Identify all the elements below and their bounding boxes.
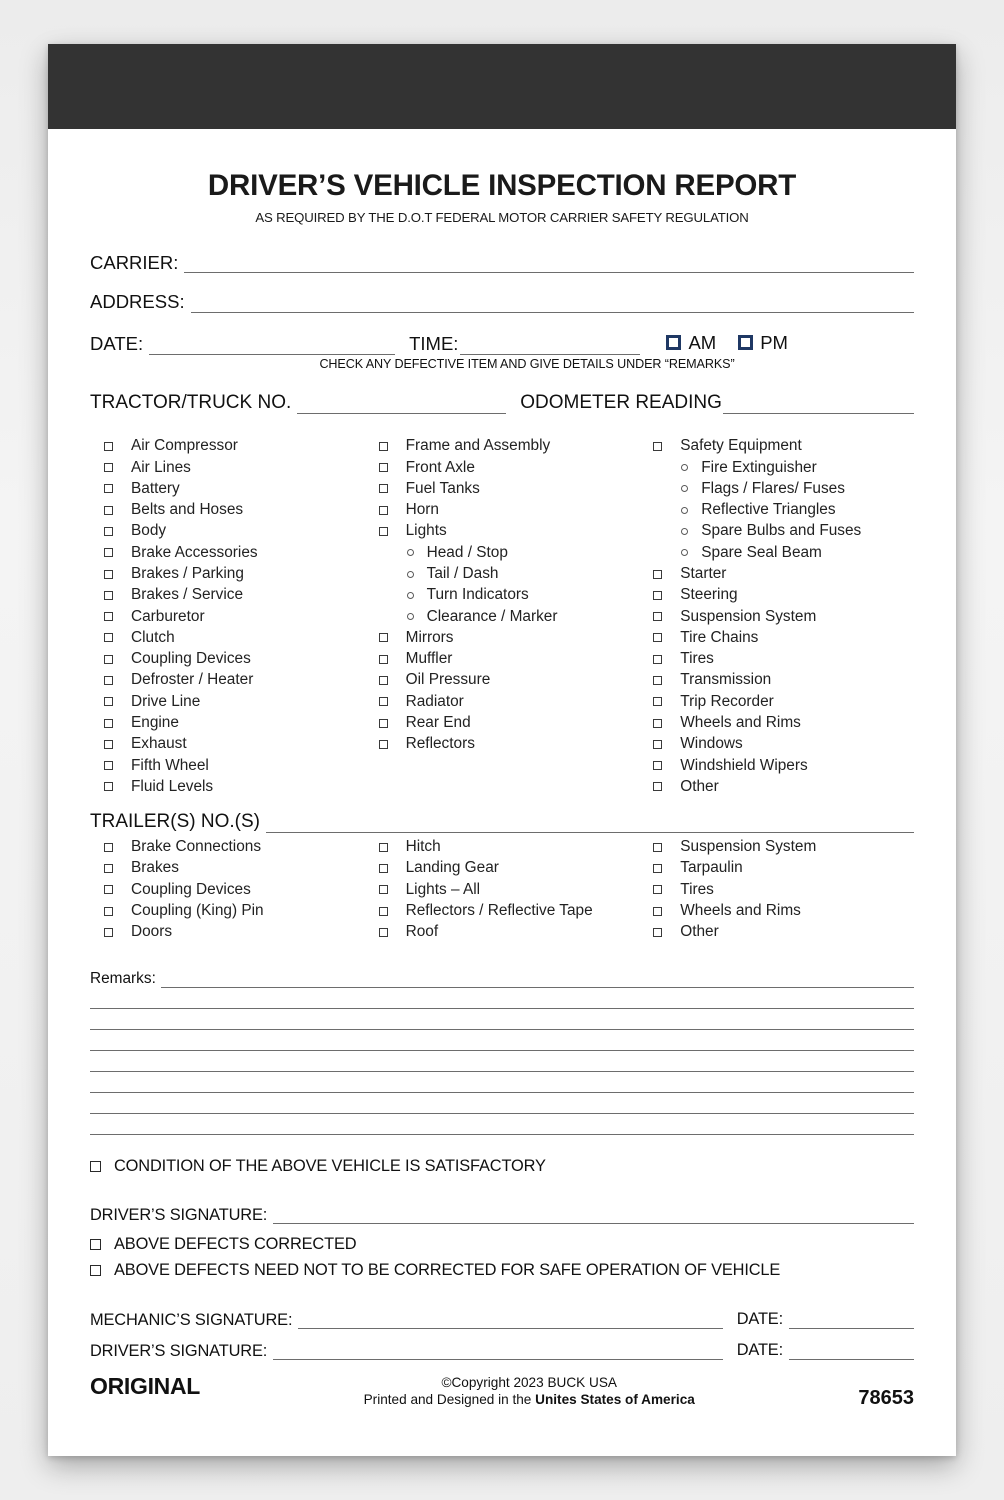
vehicle-checklist-item[interactable] (90, 734, 365, 755)
checkbox-icon[interactable] (653, 655, 662, 664)
remarks-line[interactable] (90, 1072, 914, 1093)
checkbox-icon[interactable] (104, 885, 113, 894)
trailer-checklist (90, 837, 914, 943)
radio-icon[interactable] (681, 549, 688, 556)
carrier-input[interactable] (184, 256, 914, 273)
checkbox-icon[interactable] (104, 928, 113, 937)
vehicle-checklist-subitem[interactable] (365, 585, 640, 606)
trailer-checklist-item[interactable] (365, 879, 640, 900)
trailer-checklist-item[interactable] (365, 858, 640, 879)
remarks-line[interactable] (90, 988, 914, 1009)
vehicle-checklist-item[interactable] (639, 627, 914, 648)
printed-prefix: Printed and Designed in the (363, 1392, 536, 1408)
vehicle-checklist-label: Belts and Hoses (131, 501, 244, 519)
defects-corrected-checkbox[interactable] (90, 1239, 101, 1250)
vehicle-checklist-label: Lights (405, 522, 447, 540)
trailer-number-row (90, 812, 914, 833)
trailer-checklist-column-2 (365, 837, 640, 943)
vehicle-checklist-label: Battery (131, 479, 180, 497)
vehicle-checklist-subitem[interactable] (639, 521, 914, 542)
trailer-checklist-label: Tires (680, 880, 714, 898)
vehicle-checklist-label: Suspension System (680, 607, 817, 625)
vehicle-checklist-item[interactable] (639, 670, 914, 691)
remarks-extra-lines (90, 988, 914, 1135)
checkbox-icon[interactable] (653, 885, 662, 894)
vehicle-checklist-item[interactable] (365, 734, 640, 755)
checkbox-icon[interactable] (104, 633, 113, 642)
trailer-checklist-label: Hitch (405, 838, 441, 856)
vehicle-checklist-label: Oil Pressure (405, 671, 491, 689)
vehicle-checklist-label: Brakes / Parking (131, 565, 244, 582)
vehicle-checklist-label: Drive Line (131, 692, 201, 710)
vehicle-checklist-column-1 (90, 436, 365, 798)
time-label: TIME: (409, 333, 459, 355)
trailer-checklist-item[interactable] (639, 837, 914, 858)
vehicle-checklist-label: Spare Bulbs and Fuses (701, 522, 862, 540)
vehicle-checklist-item[interactable] (365, 499, 640, 520)
checkbox-icon[interactable] (653, 782, 662, 791)
vehicle-checklist-label: Tail / Dash (426, 565, 499, 582)
trailer-checklist-item[interactable] (365, 922, 640, 943)
vehicle-checklist-label: Spare Seal Beam (701, 543, 822, 561)
printed-country: Unites States of America (535, 1392, 695, 1408)
defects-corrected-row[interactable] (90, 1235, 914, 1254)
trailer-checklist-item[interactable] (90, 837, 365, 858)
vehicle-checklist-item[interactable] (90, 563, 365, 584)
am-option[interactable] (666, 332, 716, 354)
vehicle-checklist-label: Exhaust (131, 735, 187, 753)
checkbox-icon[interactable] (104, 864, 113, 873)
radio-icon[interactable] (681, 485, 688, 492)
trailer-checklist-item[interactable] (90, 879, 365, 900)
checkbox-icon[interactable] (653, 740, 662, 749)
vehicle-checklist-label: Reflectors (405, 735, 475, 753)
remarks-line[interactable] (90, 1093, 914, 1114)
remarks-input[interactable] (161, 967, 914, 988)
vehicle-checklist-label: Radiator (405, 692, 464, 710)
defects-not-needed-checkbox[interactable] (90, 1265, 101, 1276)
vehicle-checklist-item[interactable] (639, 734, 914, 755)
checkbox-icon[interactable] (379, 442, 388, 451)
vehicle-checklist-label: Brakes / Service (131, 586, 244, 604)
vehicle-checklist-item[interactable] (365, 436, 640, 457)
checkbox-icon[interactable] (104, 719, 113, 728)
trailer-checklist-item[interactable] (90, 922, 365, 943)
checkbox-icon[interactable] (379, 843, 388, 852)
vehicle-checklist-subitem[interactable] (639, 542, 914, 563)
trailer-checklist-item[interactable] (639, 922, 914, 943)
date-time-row (90, 332, 914, 355)
vehicle-checklist-subitem[interactable] (365, 563, 640, 584)
copyright-block (200, 1373, 858, 1407)
vehicle-checklist-item[interactable] (365, 649, 640, 670)
vehicle-checklist-label: Mirrors (405, 628, 454, 646)
checkbox-icon[interactable] (379, 864, 388, 873)
vehicle-checklist-item[interactable] (639, 712, 914, 733)
trailer-checklist-label: Tarpaulin (680, 859, 743, 877)
checkbox-icon[interactable] (104, 843, 113, 852)
trailer-checklist-label: Reflectors / Reflective Tape (405, 902, 593, 920)
checkbox-icon[interactable] (653, 591, 662, 600)
pm-option[interactable] (738, 332, 788, 354)
driver-date-input[interactable] (789, 1343, 914, 1360)
vehicle-checklist-label: Frame and Assembly (405, 437, 551, 455)
checkbox-icon[interactable] (379, 463, 388, 472)
checkbox-icon[interactable] (104, 612, 113, 621)
vehicle-checklist-item[interactable] (639, 563, 914, 584)
vehicle-checklist-subitem[interactable] (639, 499, 914, 520)
vehicle-checklist-item[interactable] (639, 606, 914, 627)
checkbox-icon[interactable] (104, 548, 113, 557)
trailer-checklist-item[interactable] (90, 900, 365, 921)
driver-signature-input[interactable] (273, 1207, 914, 1224)
vehicle-checklist-item[interactable] (365, 627, 640, 648)
mechanic-date-input[interactable] (789, 1312, 914, 1329)
trailer-checklist-item[interactable] (365, 837, 640, 858)
checkbox-icon[interactable] (379, 928, 388, 937)
checkbox-icon[interactable] (653, 697, 662, 706)
time-input[interactable] (460, 338, 640, 355)
ampm-group (666, 332, 788, 355)
trailer-checklist-label: Coupling (King) Pin (131, 902, 264, 920)
checkbox-icon[interactable] (653, 719, 662, 728)
vehicle-checklist-item[interactable] (90, 755, 365, 776)
checkbox-icon[interactable] (104, 506, 113, 515)
trailer-checklist-label: Coupling Devices (131, 880, 251, 898)
mechanic-date-label: DATE: (736, 1310, 783, 1329)
vehicle-checklist-item[interactable] (90, 499, 365, 520)
trailer-number-input[interactable] (266, 816, 914, 833)
copy-type-label: ORIGINAL (90, 1373, 201, 1400)
odometer-input[interactable] (723, 397, 914, 414)
driver-date-label: DATE: (736, 1341, 783, 1360)
remarks-line[interactable] (90, 1030, 914, 1051)
pm-label: PM (760, 331, 788, 353)
trailer-checklist-label: Roof (405, 923, 439, 941)
printed-line (200, 1392, 858, 1407)
checkbox-icon[interactable] (653, 612, 662, 621)
trailer-checklist-item[interactable] (639, 879, 914, 900)
driver-signoff-label: DRIVER’S SIGNATURE: (90, 1342, 268, 1360)
form-footer (90, 1373, 914, 1410)
vehicle-checklist-label: Reflective Triangles (701, 501, 836, 519)
vehicle-checklist-label: Rear End (405, 714, 471, 732)
vehicle-checklist-item[interactable] (365, 478, 640, 499)
checkbox-icon[interactable] (104, 570, 113, 579)
trailer-checklist-label: Brakes (131, 859, 179, 877)
radio-icon[interactable] (407, 549, 414, 556)
vehicle-checklist-label: Trip Recorder (680, 692, 774, 710)
mechanic-signature-row (90, 1310, 914, 1329)
checkbox-icon[interactable] (653, 761, 662, 770)
checkbox-icon[interactable] (104, 761, 113, 770)
am-checkbox[interactable] (666, 335, 681, 350)
address-field-row (90, 292, 914, 312)
vehicle-checklist-item[interactable] (90, 712, 365, 733)
vehicle-checklist-label: Body (131, 522, 167, 540)
checkbox-icon[interactable] (379, 697, 388, 706)
tractor-number-input[interactable] (297, 397, 506, 414)
tractor-odometer-row (90, 393, 914, 414)
vehicle-checklist-label: Coupling Devices (131, 650, 251, 668)
top-dark-bar (48, 44, 956, 129)
checkbox-icon[interactable] (379, 484, 388, 493)
vehicle-checklist-label: Transmission (680, 671, 772, 689)
checkbox-icon[interactable] (104, 442, 113, 451)
vehicle-checklist-subitem[interactable] (365, 606, 640, 627)
vehicle-checklist-item[interactable] (365, 521, 640, 542)
vehicle-checklist-label: Safety Equipment (680, 437, 802, 455)
date-label: DATE: (90, 333, 144, 355)
pm-checkbox[interactable] (738, 335, 753, 350)
radio-icon[interactable] (407, 571, 414, 578)
vehicle-checklist-label: Clutch (131, 628, 175, 646)
trailer-checklist-column-3 (639, 837, 914, 943)
checkbox-icon[interactable] (653, 907, 662, 916)
radio-icon[interactable] (407, 592, 414, 599)
trailer-number-label: TRAILER(S) NO.(S) (90, 810, 260, 832)
vehicle-checklist-label: Windshield Wipers (680, 756, 808, 774)
checkbox-icon[interactable] (653, 570, 662, 579)
vehicle-checklist-label: Fifth Wheel (131, 756, 209, 774)
remarks-label: Remarks: (90, 970, 156, 987)
vehicle-checklist-subitem[interactable] (365, 542, 640, 563)
checkbox-icon[interactable] (379, 907, 388, 916)
checkbox-icon[interactable] (653, 864, 662, 873)
page-subtitle: AS REQUIRED BY THE D.O.T FEDERAL MOTOR CARRIER SAFETY REGULATION (255, 210, 749, 225)
remarks-first-row (90, 967, 914, 988)
condition-satisfactory-checkbox[interactable] (90, 1161, 101, 1172)
checkbox-icon[interactable] (104, 527, 113, 536)
checkbox-icon[interactable] (653, 633, 662, 642)
mechanic-signature-label: MECHANIC’S SIGNATURE: (90, 1311, 293, 1329)
driver-signature-label: DRIVER’S SIGNATURE: (90, 1206, 268, 1224)
checkbox-icon[interactable] (104, 907, 113, 916)
address-label: ADDRESS: (90, 291, 185, 313)
checkbox-icon[interactable] (104, 740, 113, 749)
vehicle-checklist-item[interactable] (365, 691, 640, 712)
page-title: DRIVER’S VEHICLE INSPECTION REPORT (207, 169, 797, 202)
vehicle-checklist-label: Engine (131, 714, 179, 732)
checkbox-icon[interactable] (104, 484, 113, 493)
vehicle-checklist-item[interactable] (639, 649, 914, 670)
checkbox-icon[interactable] (379, 885, 388, 894)
trailer-checklist-label: Doors (131, 923, 173, 941)
vehicle-checklist-label: Turn Indicators (426, 586, 529, 604)
vehicle-checklist-label: Front Axle (405, 458, 475, 476)
trailer-checklist-label: Wheels and Rims (680, 902, 801, 920)
am-label: AM (688, 331, 717, 353)
checkbox-icon[interactable] (653, 676, 662, 685)
checkbox-icon[interactable] (379, 676, 388, 685)
vehicle-checklist-label: Air Lines (131, 458, 191, 476)
vehicle-checklist-item[interactable] (90, 649, 365, 670)
radio-icon[interactable] (681, 528, 688, 535)
vehicle-checklist (90, 436, 914, 798)
vehicle-checklist-item[interactable] (639, 585, 914, 606)
checkbox-icon[interactable] (379, 633, 388, 642)
vehicle-checklist-label: Clearance / Marker (426, 607, 558, 625)
vehicle-checklist-item[interactable] (90, 627, 365, 648)
vehicle-checklist-label: Muffler (405, 650, 453, 668)
vehicle-checklist-item[interactable] (639, 755, 914, 776)
radio-icon[interactable] (681, 507, 688, 514)
remarks-line[interactable] (90, 1009, 914, 1030)
trailer-checklist-column-1 (90, 837, 365, 943)
copyright-line: ©Copyright 2023 BUCK USA (441, 1375, 617, 1391)
vehicle-checklist-label: Starter (680, 565, 727, 582)
checkbox-icon[interactable] (379, 740, 388, 749)
vehicle-checklist-item[interactable] (90, 670, 365, 691)
vehicle-checklist-subitem[interactable] (639, 457, 914, 478)
vehicle-checklist-label: Defroster / Heater (131, 671, 254, 689)
vehicle-checklist-item[interactable] (90, 585, 365, 606)
trailer-checklist-item[interactable] (90, 858, 365, 879)
vehicle-checklist-item[interactable] (90, 691, 365, 712)
vehicle-checklist-item[interactable] (90, 606, 365, 627)
form-body (48, 129, 956, 1456)
vehicle-checklist-label: Fluid Levels (131, 777, 214, 795)
trailer-checklist-label: Suspension System (680, 838, 817, 856)
checkbox-icon[interactable] (104, 463, 113, 472)
trailer-checklist-item[interactable] (365, 900, 640, 921)
checkbox-icon[interactable] (104, 655, 113, 664)
condition-satisfactory-row[interactable] (90, 1157, 914, 1176)
radio-icon[interactable] (407, 613, 414, 620)
form-page (48, 44, 956, 1456)
vehicle-checklist-item[interactable] (639, 691, 914, 712)
trailer-checklist-label: Lights – All (405, 880, 481, 898)
vehicle-checklist-item[interactable] (90, 521, 365, 542)
tractor-number-label: TRACTOR/TRUCK NO. (90, 391, 292, 413)
vehicle-checklist-label: Tire Chains (680, 628, 759, 646)
checkbox-icon[interactable] (104, 591, 113, 600)
trailer-checklist-item[interactable] (639, 900, 914, 921)
checkbox-icon[interactable] (104, 782, 113, 791)
remarks-line[interactable] (90, 1114, 914, 1135)
remarks-section (90, 967, 914, 1135)
driver-signoff-input[interactable] (273, 1343, 723, 1360)
checkbox-icon[interactable] (379, 527, 388, 536)
vehicle-checklist-item[interactable] (365, 670, 640, 691)
date-input[interactable] (149, 338, 395, 355)
vehicle-checklist-label: Tires (680, 650, 714, 668)
vehicle-checklist-item[interactable] (365, 457, 640, 478)
checkbox-icon[interactable] (379, 506, 388, 515)
vehicle-checklist-label: Air Compressor (131, 437, 238, 455)
address-input[interactable] (191, 296, 914, 313)
vehicle-checklist-item[interactable] (365, 712, 640, 733)
vehicle-checklist-label: Flags / Flares/ Fuses (701, 479, 845, 497)
vehicle-checklist-label: Head / Stop (426, 543, 508, 561)
vehicle-checklist-item[interactable] (90, 478, 365, 499)
vehicle-checklist-item[interactable] (639, 436, 914, 457)
vehicle-checklist-label: Steering (680, 586, 738, 604)
vehicle-checklist-label: Horn (405, 501, 439, 519)
vehicle-checklist-item[interactable] (90, 776, 365, 797)
odometer-label: ODOMETER READING (520, 391, 722, 413)
vehicle-checklist-item[interactable] (90, 542, 365, 563)
vehicle-checklist-label: Other (680, 777, 719, 795)
checkbox-icon[interactable] (104, 676, 113, 685)
vehicle-checklist-item[interactable] (90, 436, 365, 457)
carrier-label: CARRIER: (90, 252, 179, 273)
defects-corrected-label: ABOVE DEFECTS CORRECTED (114, 1235, 357, 1254)
checkbox-icon[interactable] (379, 655, 388, 664)
driver-signature-row (90, 1206, 914, 1224)
trailer-checklist-label: Brake Connections (131, 838, 262, 856)
trailer-checklist-item[interactable] (639, 858, 914, 879)
trailer-checklist-label: Other (680, 923, 719, 941)
vehicle-checklist-label: Fire Extinguisher (701, 458, 817, 476)
driver-signoff-row (90, 1341, 914, 1360)
vehicle-checklist-label: Fuel Tanks (405, 479, 480, 497)
vehicle-checklist-label: Wheels and Rims (680, 714, 801, 732)
vehicle-checklist-item[interactable] (639, 776, 914, 797)
defects-not-needed-row[interactable] (90, 1261, 914, 1280)
checkbox-icon[interactable] (653, 442, 662, 451)
vehicle-checklist-item[interactable] (90, 457, 365, 478)
radio-icon[interactable] (681, 464, 688, 471)
vehicle-checklist-subitem[interactable] (639, 478, 914, 499)
vehicle-checklist-label: Brake Accessories (131, 543, 258, 561)
part-number: 78653 (858, 1387, 914, 1410)
carrier-field-row (90, 253, 914, 273)
condition-satisfactory-label: CONDITION OF THE ABOVE VEHICLE IS SATISFACTORY (114, 1157, 546, 1175)
remarks-line[interactable] (90, 1051, 914, 1072)
mechanic-signature-input[interactable] (298, 1312, 722, 1329)
checkbox-icon[interactable] (653, 843, 662, 852)
defective-item-note: CHECK ANY DEFECTIVE ITEM AND GIVE DETAILS UNDER “REMARKS” (319, 356, 735, 371)
vehicle-checklist-label: Carburetor (131, 607, 205, 625)
checkbox-icon[interactable] (104, 697, 113, 706)
checkbox-icon[interactable] (379, 719, 388, 728)
vehicle-checklist-column-3 (639, 436, 914, 798)
vehicle-checklist-label: Windows (680, 735, 743, 753)
defects-not-needed-label: ABOVE DEFECTS NEED NOT TO BE CORRECTED FOR SAFE OPERATION OF VEHICLE (114, 1261, 781, 1280)
checkbox-icon[interactable] (653, 928, 662, 937)
trailer-checklist-label: Landing Gear (405, 859, 499, 877)
vehicle-checklist-column-2 (365, 436, 640, 798)
